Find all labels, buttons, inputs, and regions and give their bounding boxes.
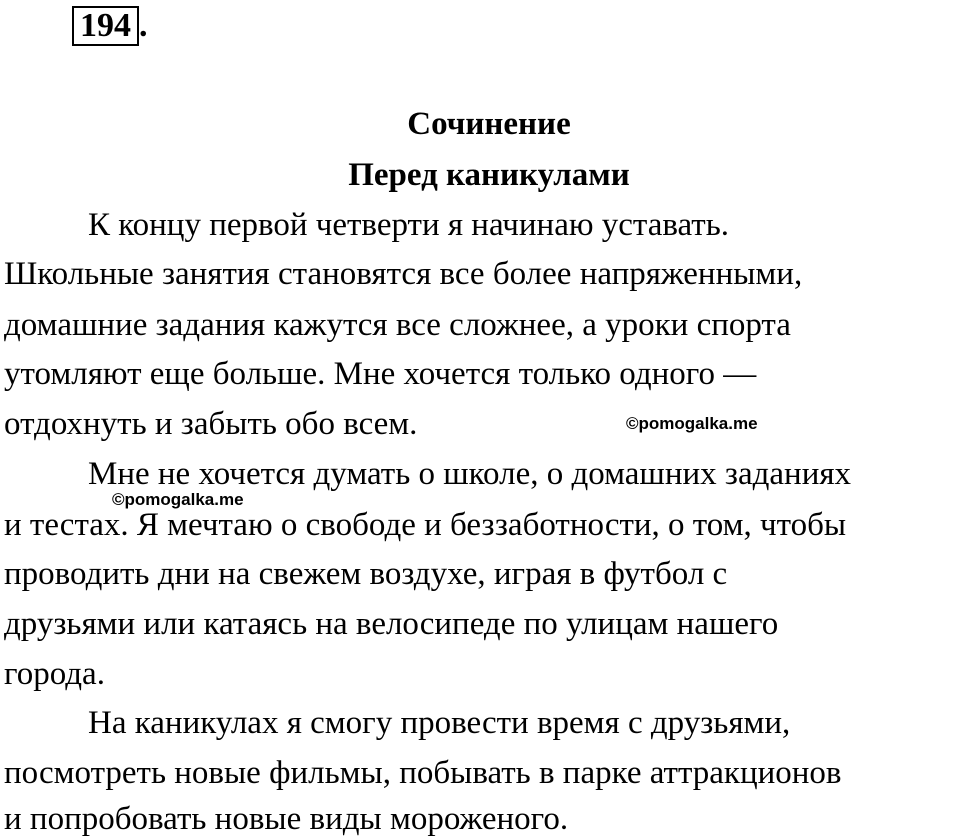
- essay-line: Мне не хочется думать о школе, о домашних заданиях: [88, 456, 852, 492]
- essay-line: домашние задания кажутся все сложнее, а уроки спорта: [4, 307, 791, 343]
- exercise-number-period: .: [139, 7, 148, 44]
- essay-line: друзьями или катаясь на велосипеде по улицам нашего: [4, 606, 779, 642]
- essay-line: проводить дни на свежем воздухе, играя в футбол с: [4, 556, 728, 592]
- watermark: ©pomogalka.me: [112, 490, 244, 509]
- essay-line: и попробовать новые виды мороженого.: [4, 801, 569, 837]
- essay-heading: Сочинение: [407, 106, 571, 142]
- essay-line: На каникулах я смогу провести время с друзьями,: [88, 705, 791, 741]
- essay-line: Школьные занятия становятся все более напряженными,: [4, 256, 803, 292]
- essay-line: отдохнуть и забыть обо всем.: [4, 406, 418, 442]
- exercise-number: [72, 6, 148, 46]
- watermark: ©pomogalka.me: [626, 414, 758, 433]
- essay-line: посмотреть новые фильмы, побывать в парке аттракционов: [4, 755, 842, 791]
- essay-title: Перед каникулами: [348, 157, 630, 193]
- essay-line: К концу первой четверти я начинаю уставать.: [88, 207, 730, 243]
- essay-line: города.: [4, 656, 105, 692]
- essay-line: и тестах. Я мечтаю о свободе и беззаботности, о том, чтобы: [4, 507, 847, 543]
- exercise-number-box: 194: [72, 6, 139, 46]
- essay-line: утомляют еще больше. Мне хочется только одного —: [4, 356, 757, 392]
